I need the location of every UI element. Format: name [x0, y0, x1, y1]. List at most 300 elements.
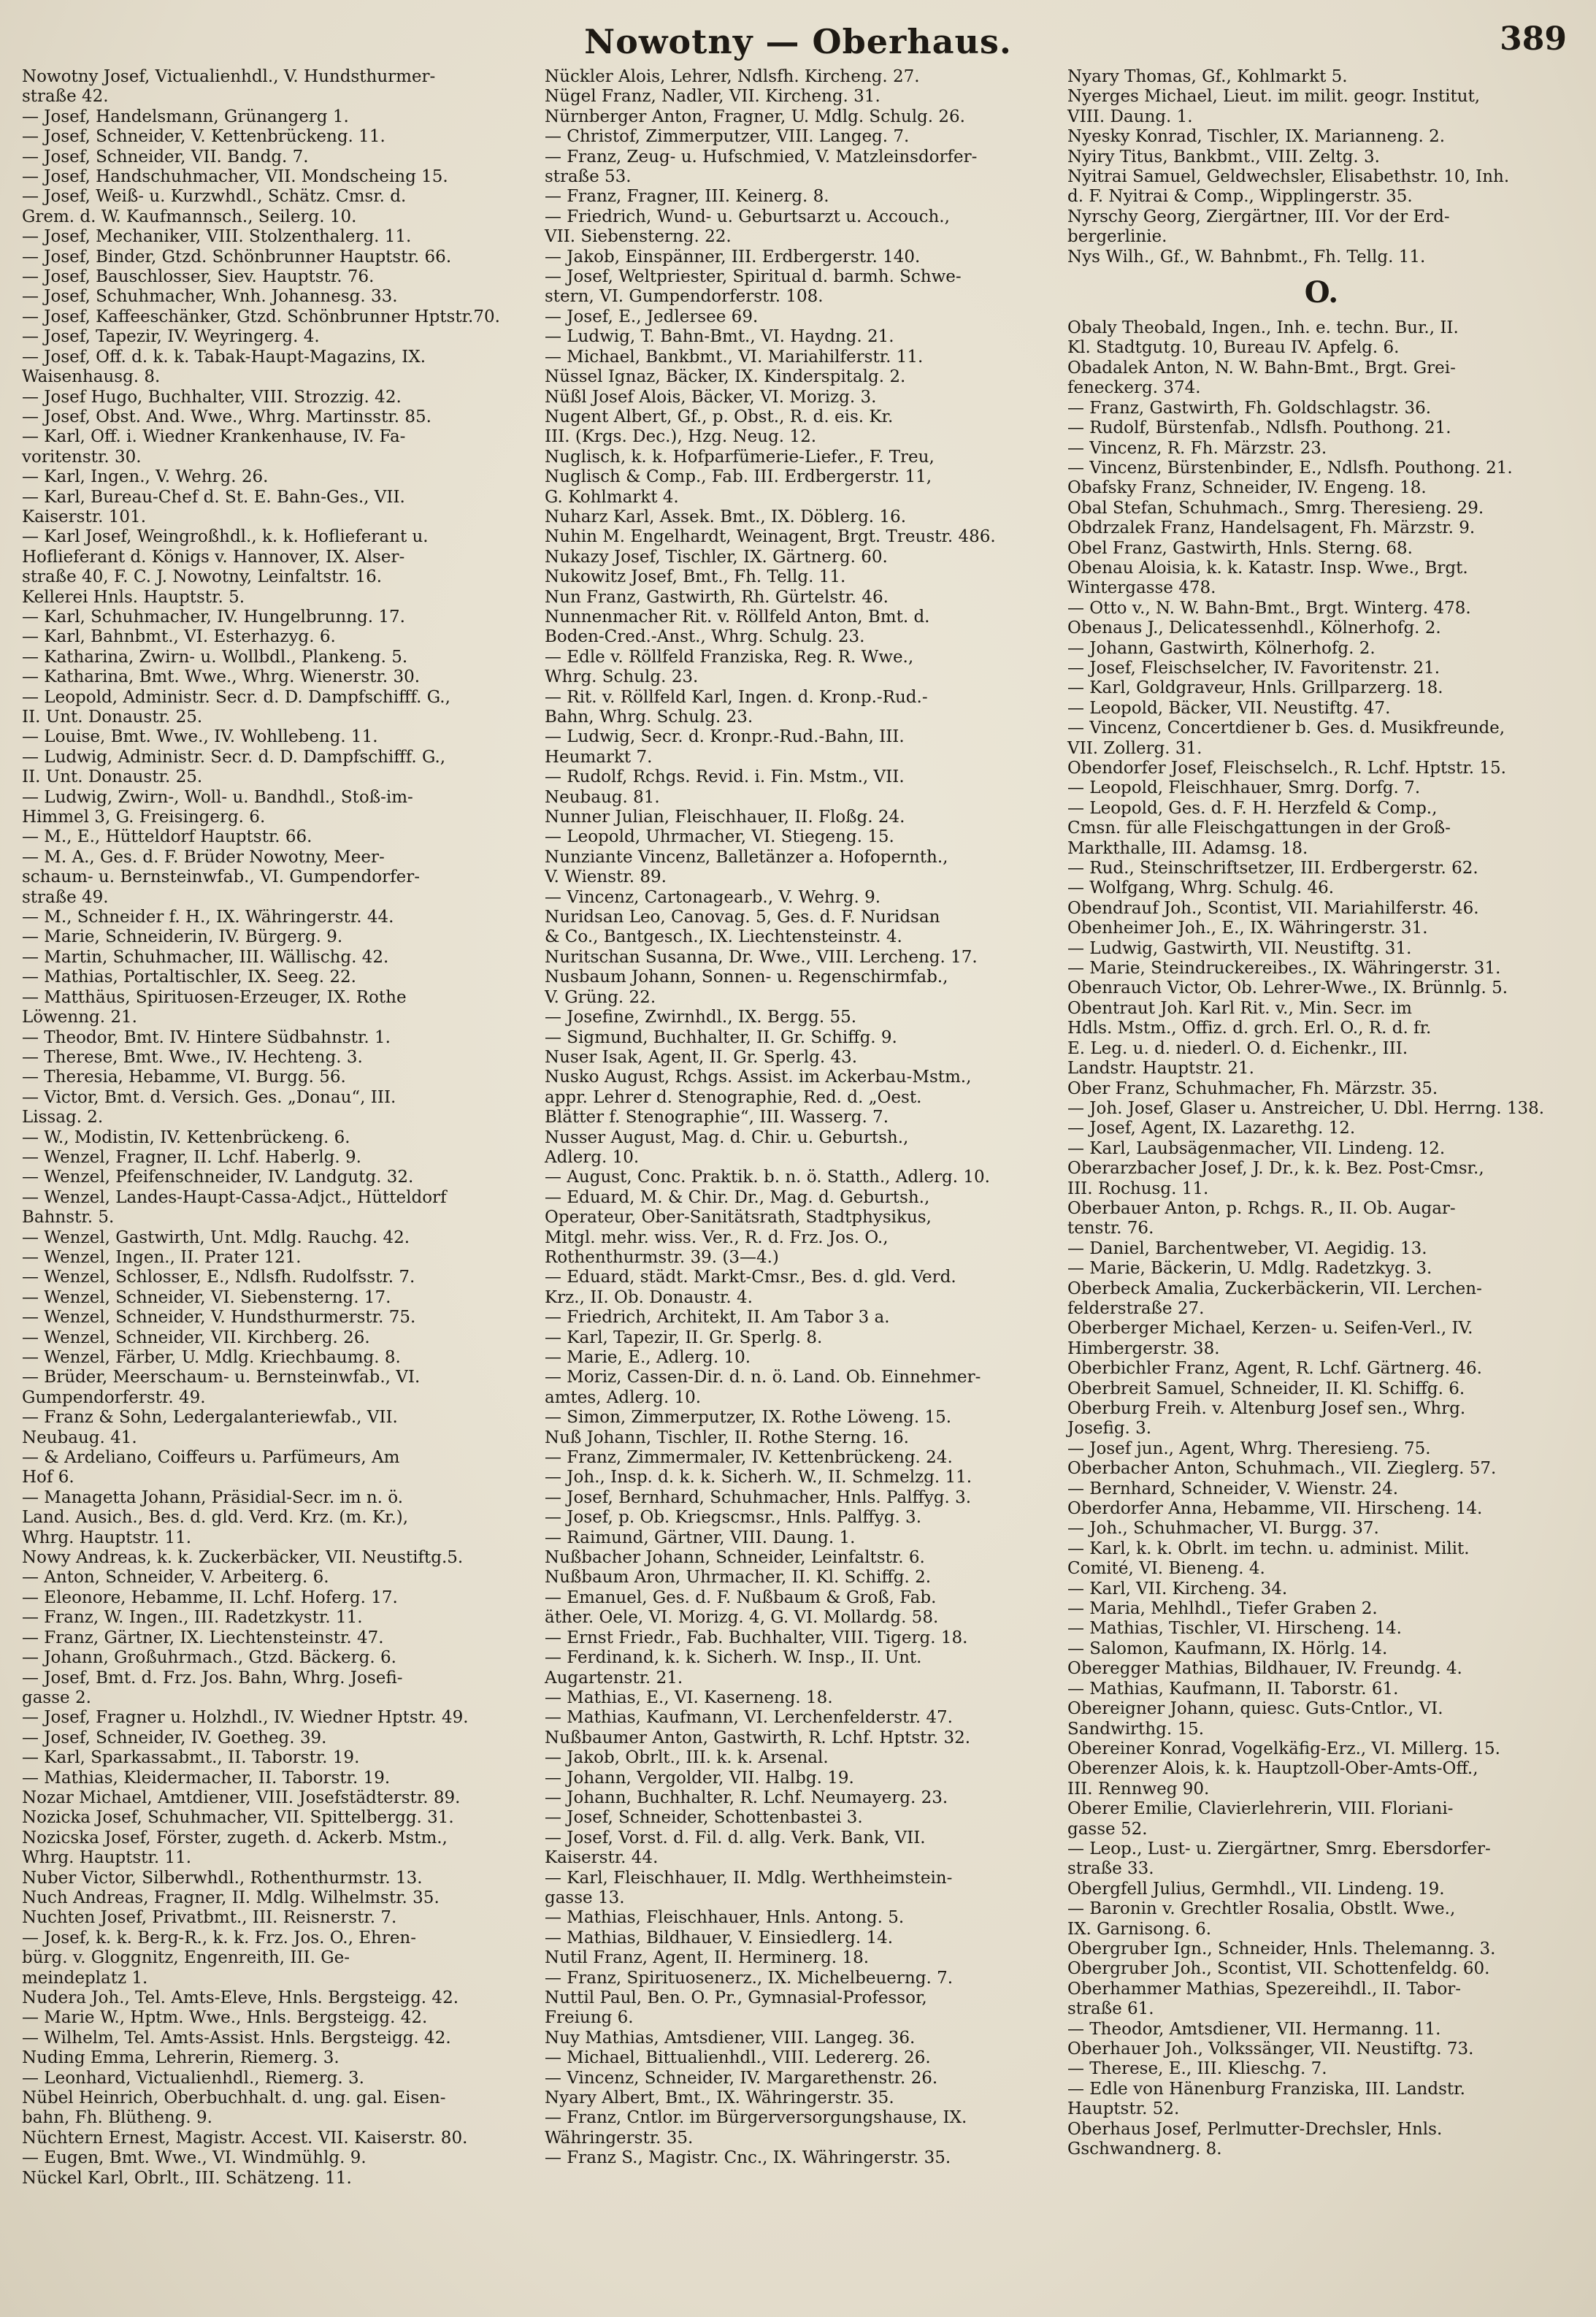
directory-line: Nuy Mathias, Amtsdiener, VIII. Langeg. 36.	[545, 2028, 916, 2048]
directory-line: — Josef, Fragner u. Holzhdl., IV. Wiedner Hptstr. 49.	[22, 1708, 469, 1728]
directory-line: Nugent Albert, Gf., p. Obst., R. d. eis. Kr.	[545, 407, 894, 426]
directory-line: Nunner Julian, Fleischhauer, II. Floßg. 24.	[545, 808, 905, 827]
directory-line: Nusser August, Mag. d. Chir. u. Geburtsh.,	[545, 1127, 909, 1147]
directory-line: Adlerg. 10.	[545, 1147, 640, 1167]
directory-line: — Franz, Gärtner, IX. Liechtensteinstr. 47.	[22, 1628, 384, 1647]
directory-line: Nückler Alois, Lehrer, Ndlsfh. Kircheng. 27.	[545, 67, 920, 86]
directory-line: — Franz, W. Ingen., III. Radetzkystr. 11.	[22, 1608, 363, 1628]
directory-line: Oberhaus Josef, Perlmutter-Drechsler, Hnls.	[1067, 2119, 1443, 2139]
directory-line: — Edle von Hänenburg Franziska, III. Landstr.	[1067, 2079, 1465, 2099]
directory-line: — Wenzel, Schlosser, E., Ndlsfh. Rudolfsstr. 7.	[22, 1268, 415, 1287]
directory-line: Nuhin M. Engelhardt, Weinagent, Brgt. Treustr. 486.	[545, 527, 996, 547]
directory-line: — Vincenz, R. Fh. Märzstr. 23.	[1067, 438, 1327, 458]
directory-line: — Josef, Bmt. d. Frz. Jos. Bahn, Whrg. Josefi-	[22, 1668, 403, 1688]
directory-line: Nuber Victor, Silberwhdl., Rothenthurmstr. 13.	[22, 1868, 423, 1888]
columns-container	[16, 67, 1578, 2302]
directory-line: — Ludwig, T. Bahn-Bmt., VI. Haydng. 21.	[545, 327, 894, 347]
directory-line: — Johann, Gastwirth, Kölnerhofg. 2.	[1067, 638, 1376, 658]
directory-line: IX. Garnisong. 6.	[1067, 1919, 1212, 1939]
directory-line: — Josef, Schneider, IV. Goetheg. 39.	[22, 1728, 327, 1747]
directory-line: Boden-Cred.-Anst., Whrg. Schulg. 23.	[545, 627, 865, 647]
directory-line: — Theodor, Amtsdiener, VII. Hermanng. 11.	[1067, 2019, 1441, 2039]
directory-line: — Theodor, Bmt. IV. Hintere Südbahnstr. 1.	[22, 1027, 391, 1047]
column-middle	[539, 67, 1056, 2302]
directory-line: — Vincenz, Cartonagearb., V. Wehrg. 9.	[545, 887, 881, 907]
directory-line: — Josef, Kaffeeschänker, Gtzd. Schönbrunner Hptstr.70.	[22, 307, 500, 326]
directory-line: Nußbacher Johann, Schneider, Leinfaltstr. 6.	[545, 1548, 925, 1568]
directory-line: Nyitrai Samuel, Geldwechsler, Elisabethstr. 10, Inh.	[1067, 167, 1510, 187]
directory-line: — Mathias, Kaufmann, VI. Lerchenfelderstr. 47.	[545, 1708, 953, 1728]
directory-line: — Josef, Tapezir, IV. Weyringerg. 4.	[22, 327, 320, 347]
directory-line: Nys Wilh., Gf., W. Bahnbmt., Fh. Tellg. 11.	[1067, 247, 1426, 267]
directory-line: — Karl, Bahnbmt., VI. Esterhazyg. 6.	[22, 627, 336, 647]
directory-line: Obel Franz, Gastwirth, Hnls. Sterng. 68.	[1067, 538, 1413, 558]
directory-line: Nußbaum Aron, Uhrmacher, II. Kl. Schiffg. 2.	[545, 1568, 932, 1588]
directory-line: gasse 52.	[1067, 1819, 1148, 1839]
directory-line: — Karl, Schuhmacher, IV. Hungelbrunng. 17.	[22, 607, 405, 627]
directory-line: Nuttil Paul, Ben. O. Pr., Gymnasial-Professor,	[545, 1988, 927, 2007]
directory-line: — Franz, Spirituosenerz., IX. Michelbeuerng. 7.	[545, 1968, 954, 1988]
directory-line: — Josef, Off. d. k. k. Tabak-Haupt-Magazins, IX.	[22, 347, 426, 367]
directory-line: II. Unt. Donaustr. 25.	[22, 767, 203, 787]
directory-line: meindeplatz 1.	[22, 1968, 148, 1988]
directory-line: — Baronin v. Grechtler Rosalia, Obstlt. Wwe.,	[1067, 1899, 1456, 1919]
column-left	[16, 67, 533, 2302]
directory-line: Nuglisch, k. k. Hofparfümerie-Liefer., F. Treu,	[545, 447, 935, 467]
directory-line: — Leopold, Uhrmacher, VI. Stiegeng. 15.	[545, 827, 894, 847]
directory-line: — Ernst Friedr., Fab. Buchhalter, VIII. Tigerg. 18.	[545, 1628, 968, 1647]
directory-line: II. Unt. Donaustr. 25.	[22, 708, 203, 727]
directory-line: Krz., II. Ob. Donaustr. 4.	[545, 1287, 753, 1307]
directory-line: — Leopold, Administr. Secr. d. D. Dampfschifff. G.,	[22, 687, 450, 707]
directory-line: — Edle v. Röllfeld Franziska, Reg. R. Wwe.,	[545, 647, 914, 667]
directory-line: — Sigmund, Buchhalter, II. Gr. Schiffg. 9.	[545, 1027, 897, 1047]
directory-line: — Leopold, Ges. d. F. H. Herzfeld & Comp.,	[1067, 798, 1438, 818]
directory-line: Nuser Isak, Agent, II. Gr. Sperlg. 43.	[545, 1047, 858, 1067]
directory-line: Josefig. 3.	[1067, 1419, 1152, 1439]
directory-line: — Josefine, Zwirnhdl., IX. Bergg. 55.	[545, 1008, 857, 1027]
directory-line: — Mathias, Fleischhauer, Hnls. Antong. 5.	[545, 1908, 905, 1928]
directory-line: Oberburg Freih. v. Altenburg Josef sen., Whrg.	[1067, 1399, 1466, 1418]
directory-line: bürg. v. Gloggnitz, Engenreith, III. Ge-	[22, 1948, 350, 1968]
directory-line: Nürnberger Anton, Fragner, U. Mdlg. Schulg. 26.	[545, 107, 965, 126]
directory-line: — Eugen, Bmt. Wwe., VI. Windmühlg. 9.	[22, 2148, 367, 2168]
directory-line: Nuch Andreas, Fragner, II. Mdlg. Wilhelmstr. 35.	[22, 1888, 440, 1907]
directory-line: — Maria, Mehlhdl., Tiefer Graben 2.	[1067, 1599, 1378, 1619]
directory-line: Obergfell Julius, Germhdl., VII. Lindeng. 19.	[1067, 1879, 1445, 1899]
directory-line: Nowy Andreas, k. k. Zuckerbäcker, VII. Neustiftg.5.	[22, 1548, 464, 1568]
directory-line: Ober Franz, Schuhmacher, Fh. Märzstr. 35.	[1067, 1079, 1438, 1098]
directory-line: Blätter f. Stenographie“, III. Wasserg. 7.	[545, 1108, 889, 1127]
directory-line: schaum- u. Bernsteinwfab., VI. Gumpendorfer-	[22, 868, 420, 887]
directory-line: — Josef, Bauschlosser, Siev. Hauptstr. 76.	[22, 267, 375, 287]
directory-line: — Vincenz, Schneider, IV. Margarethenstr. 26.	[545, 2068, 938, 2088]
directory-line: Nückel Karl, Obrlt., III. Schätzeng. 11.	[22, 2168, 352, 2188]
directory-line: — Mathias, Bildhauer, V. Einsiedlerg. 14.	[545, 1928, 894, 1948]
directory-line: Obentraut Joh. Karl Rit. v., Min. Secr. im	[1067, 998, 1412, 1018]
directory-line: Nuritschan Susanna, Dr. Wwe., VIII. Lercheng. 17.	[545, 947, 978, 967]
directory-line: Markthalle, III. Adamsg. 18.	[1067, 838, 1308, 858]
directory-line: gasse 2.	[22, 1688, 91, 1707]
directory-line: Nudera Joh., Tel. Amts-Eleve, Hnls. Bergsteigg. 42.	[22, 1988, 459, 2007]
directory-line: Währingerstr. 35.	[545, 2128, 694, 2148]
directory-line: Himbergerstr. 38.	[1067, 1339, 1220, 1358]
directory-line: Nuchten Josef, Privatbmt., III. Reisnerstr. 7.	[22, 1908, 397, 1928]
directory-line: Obergruber Joh., Scontist, VII. Schottenfeldg. 60.	[1067, 1959, 1490, 1979]
directory-line: Obergruber Ign., Schneider, Hnls. Thelemanng. 3.	[1067, 1939, 1496, 1958]
directory-line: — Franz, Gastwirth, Fh. Goldschlagstr. 36.	[1067, 398, 1432, 418]
directory-line: — Josef, Binder, Gtzd. Schönbrunner Hauptstr. 66.	[22, 247, 452, 267]
directory-line: — Eleonore, Hebamme, II. Lchf. Hoferg. 17.	[22, 1588, 398, 1607]
directory-line: VII. Siebensterng. 22.	[545, 227, 732, 247]
directory-line: — Wilhelm, Tel. Amts-Assist. Hnls. Bergsteigg. 42.	[22, 2028, 451, 2048]
directory-line: — August, Conc. Praktik. b. n. ö. Statth., Adlerg. 10.	[545, 1168, 990, 1187]
directory-line: straße 49.	[22, 887, 109, 907]
directory-line: — Eduard, städt. Markt-Cmsr., Bes. d. gld. Verd.	[545, 1268, 956, 1287]
directory-line: — Karl, Bureau-Chef d. St. E. Bahn-Ges., VII.	[22, 487, 405, 507]
directory-line: Obafsky Franz, Schneider, IV. Engeng. 18.	[1067, 478, 1427, 498]
directory-line: Waisenhausg. 8.	[22, 367, 161, 387]
directory-line: d. F. Nyitrai & Comp., Wipplingerstr. 35.	[1067, 187, 1413, 207]
directory-line: — Friedrich, Wund- u. Geburtsarzt u. Accouch.,	[545, 207, 950, 226]
directory-line: — Michael, Bittualienhdl., VIII. Ledererg. 26.	[545, 2048, 931, 2068]
directory-line: — Vincenz, Concertdiener b. Ges. d. Musikfreunde,	[1067, 719, 1505, 738]
directory-line: Mitgl. mehr. wiss. Ver., R. d. Frz. Jos. O.,	[545, 1228, 889, 1247]
directory-line: Nübel Heinrich, Oberbuchhalt. d. ung. gal. Eisen-	[22, 2088, 446, 2108]
directory-line: Hoflieferant d. Königs v. Hannover, IX. Alser-	[22, 547, 405, 567]
directory-line: — Mathias, Portaltischler, IX. Seeg. 22.	[22, 968, 356, 987]
directory-line: — Ludwig, Secr. d. Kronpr.-Rud.-Bahn, III.	[545, 727, 905, 747]
directory-line: Oberbauer Anton, p. Rchgs. R., II. Ob. Augar-	[1067, 1198, 1456, 1218]
directory-line: Cmsn. für alle Fleischgattungen in der Groß-	[1067, 819, 1451, 838]
directory-line: — Martin, Schuhmacher, III. Wällischg. 42.	[22, 947, 389, 967]
directory-line: — Franz, Cntlor. im Bürgerversorgungshause, IX.	[545, 2108, 967, 2128]
directory-line: — Wenzel, Landes-Haupt-Cassa-Adjct., Hütteldorf	[22, 1187, 447, 1207]
directory-line: Kaiserstr. 101.	[22, 507, 147, 526]
directory-line: — Wenzel, Schneider, VI. Siebensterng. 17.	[22, 1287, 391, 1307]
directory-line: — Louise, Bmt. Wwe., IV. Wohllebeng. 11.	[22, 727, 378, 747]
directory-line: — Michael, Bankbmt., VI. Mariahilferstr. 11.	[545, 347, 924, 367]
directory-line: — Rudolf, Rchgs. Revid. i. Fin. Mstm., VII.	[545, 767, 905, 787]
directory-line: felderstraße 27.	[1067, 1298, 1205, 1318]
directory-line: Nyrschy Georg, Ziergärtner, III. Vor der Erd-	[1067, 207, 1450, 226]
directory-line: & Co., Bantgesch., IX. Liechtensteinstr. 4.	[545, 927, 902, 947]
directory-line: — Emanuel, Ges. d. F. Nußbaum & Groß, Fab.	[545, 1588, 937, 1607]
directory-line: Rothenthurmstr. 39. (3—4.)	[545, 1247, 779, 1267]
directory-line: appr. Lehrer d. Stenographie, Red. d. „Oest.	[545, 1087, 922, 1107]
directory-line: äther. Oele, VI. Morizg. 4, G. VI. Mollardg. 58.	[545, 1608, 939, 1628]
directory-line: — Karl, Fleischhauer, II. Mdlg. Werthheimstein-	[545, 1868, 953, 1888]
directory-line: Obadalek Anton, N. W. Bahn-Bmt., Brgt. Grei-	[1067, 358, 1456, 378]
directory-line: — Josef, Schneider, Schottenbastei 3.	[545, 1808, 863, 1828]
directory-line: — Ludwig, Gastwirth, VII. Neustiftg. 31.	[1067, 938, 1412, 958]
directory-line: — Rudolf, Bürstenfab., Ndlsfh. Pouthong. 21.	[1067, 418, 1451, 438]
directory-line: — Karl, Off. i. Wiedner Krankenhause, IV. Fa-	[22, 427, 406, 447]
directory-line: Neubaug. 41.	[22, 1428, 137, 1447]
directory-line: Oberdorfer Anna, Hebamme, VII. Hirscheng. 14.	[1067, 1499, 1483, 1519]
directory-line: — Josef, Vorst. d. Fil. d. allg. Verk. Bank, VII.	[545, 1828, 926, 1847]
directory-line: Comité, VI. Bieneng. 4.	[1067, 1559, 1265, 1579]
directory-line: — Josef, Obst. And. Wwe., Whrg. Martinsstr. 85.	[22, 407, 431, 426]
directory-line: straße 42.	[22, 87, 109, 107]
directory-line: — Otto v., N. W. Bahn-Bmt., Brgt. Winterg. 478.	[1067, 598, 1471, 618]
section-letter-heading: O.	[1304, 275, 1339, 310]
directory-line: Nukowitz Josef, Bmt., Fh. Tellg. 11.	[545, 567, 846, 587]
directory-line: Obenrauch Victor, Ob. Lehrer-Wwe., IX. Brünnlg. 5.	[1067, 978, 1508, 998]
directory-line: Nyary Albert, Bmt., IX. Währingerstr. 35.	[545, 2088, 894, 2108]
directory-line: — Wenzel, Schneider, VII. Kirchberg. 26.	[22, 1328, 370, 1347]
directory-line: Nuharz Karl, Assek. Bmt., IX. Döblerg. 16.	[545, 507, 907, 526]
directory-line: — Franz & Sohn, Ledergalanteriewfab., VII.	[22, 1408, 398, 1428]
directory-line: — Josef, Schuhmacher, Wnh. Johannesg. 33.	[22, 287, 398, 307]
directory-line: Löwenng. 21.	[22, 1008, 137, 1027]
directory-line: V. Grüng. 22.	[545, 987, 656, 1007]
directory-line: — Karl, Laubsägenmacher, VII. Lindeng. 12.	[1067, 1138, 1446, 1158]
directory-line: Himmel 3, G. Freisingerg. 6.	[22, 808, 266, 827]
directory-line: Hof 6.	[22, 1468, 74, 1487]
directory-line: VIII. Daung. 1.	[1067, 107, 1193, 126]
directory-line: III. Rennweg 90.	[1067, 1779, 1210, 1799]
directory-line: Oberbichler Franz, Agent, R. Lchf. Gärtnerg. 46.	[1067, 1359, 1482, 1379]
directory-line: Obereigner Johann, quiesc. Guts-Cntlor., VI.	[1067, 1699, 1443, 1719]
directory-line: VII. Zollerg. 31.	[1067, 738, 1202, 758]
directory-line: Oberbreit Samuel, Schneider, II. Kl. Schiffg. 6.	[1067, 1379, 1465, 1398]
directory-line: Obdrzalek Franz, Handelsagent, Fh. Märzstr. 9.	[1067, 518, 1476, 538]
directory-line: — Karl, Tapezir, II. Gr. Sperlg. 8.	[545, 1328, 823, 1347]
directory-line: Heumarkt 7.	[545, 747, 653, 767]
directory-line: — Rit. v. Röllfeld Karl, Ingen. d. Kronp.-Rud.-	[545, 687, 928, 707]
directory-line: voritenstr. 30.	[22, 447, 142, 467]
directory-line: — Raimund, Gärtner, VIII. Daung. 1.	[545, 1528, 856, 1547]
page-number: 389	[1500, 20, 1567, 58]
directory-line: Obenheimer Joh., E., IX. Währingerstr. 31.	[1067, 919, 1428, 938]
directory-line: — Katharina, Zwirn- u. Wollbdl., Plankeng. 5.	[22, 647, 408, 667]
directory-line: Hdls. Mstm., Offiz. d. grch. Erl. O., R. d. fr.	[1067, 1019, 1432, 1038]
directory-line: Nußbaumer Anton, Gastwirth, R. Lchf. Hptstr. 32.	[545, 1728, 971, 1747]
directory-line: Obal Stefan, Schuhmach., Smrg. Theresieng. 29.	[1067, 498, 1484, 518]
directory-line: — Therese, Bmt. Wwe., IV. Hechteng. 3.	[22, 1047, 363, 1067]
directory-line: — Moriz, Cassen-Dir. d. n. ö. Land. Ob. Einnehmer-	[545, 1368, 981, 1387]
directory-line: Oberbeck Amalia, Zuckerbäckerin, VII. Lerchen-	[1067, 1279, 1482, 1298]
directory-line: bergerlinie.	[1067, 227, 1167, 247]
directory-line: — Josef, Schneider, V. Kettenbrückeng. 11.	[22, 127, 385, 147]
directory-line: Nuglisch & Comp., Fab. III. Erdbergerstr. 11,	[545, 467, 932, 487]
directory-line: Land. Ausich., Bes. d. gld. Verd. Krz. (m. Kr.),	[22, 1508, 409, 1528]
directory-line: — Mathias, Kaufmann, II. Taborstr. 61.	[1067, 1679, 1399, 1699]
directory-line: — Joh., Schuhmacher, VI. Burgg. 37.	[1067, 1519, 1379, 1539]
directory-line: Obereiner Konrad, Vogelkäfig-Erz., VI. Millerg. 15.	[1067, 1739, 1500, 1758]
directory-line: Nunziante Vincenz, Balletänzer a. Hofopernth.,	[545, 847, 948, 867]
directory-line: — Josef, Weiß- u. Kurzwhdl., Schätz. Cmsr. d.	[22, 187, 407, 207]
directory-line: Nusko August, Rchgs. Assist. im Ackerbau-Mstm.,	[545, 1068, 972, 1087]
directory-line: — Leopold, Bäcker, VII. Neustiftg. 47.	[1067, 698, 1391, 718]
directory-line: Obenau Aloisia, k. k. Katastr. Insp. Wwe., Brgt.	[1067, 558, 1468, 578]
directory-line: — & Ardeliano, Coiffeurs u. Parfümeurs, Am	[22, 1448, 400, 1468]
directory-line: — Wenzel, Pfeifenschneider, IV. Landgutg. 32.	[22, 1168, 414, 1187]
directory-line: — Mathias, E., VI. Kaserneng. 18.	[545, 1688, 833, 1707]
running-title: Nowotny — Oberhaus.	[584, 22, 1012, 61]
directory-line: Obendorfer Josef, Fleischselch., R. Lchf. Hptstr. 15.	[1067, 759, 1506, 778]
directory-line: — Josef, E., Jedlersee 69.	[545, 307, 759, 326]
directory-line: Oberhammer Mathias, Spezereihdl., II. Tabor-	[1067, 1979, 1462, 1999]
directory-line: Nyesky Konrad, Tischler, IX. Marianneng. 2.	[1067, 127, 1446, 147]
directory-line: — Christof, Zimmerputzer, VIII. Langeg. 7.	[545, 127, 910, 147]
directory-line: Gumpendorferstr. 49.	[22, 1387, 206, 1407]
directory-line: Nyiry Titus, Bankbmt., VIII. Zeltg. 3.	[1067, 147, 1380, 166]
directory-line: — Marie, E., Adlerg. 10.	[545, 1348, 751, 1367]
directory-line: Bahnstr. 5.	[22, 1208, 115, 1228]
directory-line: — Bernhard, Schneider, V. Wienstr. 24.	[1067, 1479, 1399, 1498]
directory-line: — Josef, Agent, IX. Lazarethg. 12.	[1067, 1119, 1356, 1138]
directory-line: — Franz, Fragner, III. Keinerg. 8.	[545, 187, 829, 207]
directory-line: straße 61.	[1067, 1999, 1154, 2019]
directory-line: Oberarzbacher Josef, J. Dr., k. k. Bez. Post-Cmsr.,	[1067, 1159, 1484, 1179]
directory-line: — M. A., Ges. d. F. Brüder Nowotny, Meer-	[22, 847, 385, 867]
directory-line: Nun Franz, Gastwirth, Rh. Gürtelstr. 46.	[545, 587, 889, 607]
directory-line: tenstr. 76.	[1067, 1219, 1154, 1238]
directory-line: Whrg. Hauptstr. 11.	[22, 1848, 192, 1868]
directory-line: Whrg. Hauptstr. 11.	[22, 1528, 192, 1547]
directory-line: — Franz S., Magistr. Cnc., IX. Währingerstr. 35.	[545, 2148, 951, 2168]
directory-line: straße 53.	[545, 167, 632, 187]
directory-line: — Simon, Zimmerputzer, IX. Rothe Löweng. 15.	[545, 1408, 952, 1428]
directory-line: — Anton, Schneider, V. Arbeiterg. 6.	[22, 1568, 329, 1588]
directory-line: — Josef, Fleischselcher, IV. Favoritenstr. 21.	[1067, 658, 1440, 678]
directory-line: III. Rochusg. 11.	[1067, 1179, 1209, 1198]
directory-line: — Franz, Zeug- u. Hufschmied, V. Matzleinsdorfer-	[545, 147, 978, 166]
directory-line: Oberbacher Anton, Schuhmach., VII. Zieglerg. 57.	[1067, 1459, 1497, 1479]
directory-line: Augartenstr. 21.	[545, 1668, 683, 1688]
directory-line: — Daniel, Barchentweber, VI. Aegidig. 13.	[1067, 1238, 1427, 1258]
directory-line: — Josef, Mechaniker, VIII. Stolzenthalerg. 11.	[22, 227, 412, 247]
directory-line: straße 33.	[1067, 1859, 1154, 1879]
directory-line: Grem. d. W. Kaufmannsch., Seilerg. 10.	[22, 207, 357, 226]
directory-line: — Marie, Bäckerin, U. Mdlg. Radetzkyg. 3.	[1067, 1259, 1432, 1279]
directory-line: — Mathias, Kleidermacher, II. Taborstr. 19.	[22, 1768, 391, 1788]
directory-line: — Mathias, Tischler, VI. Hirscheng. 14.	[1067, 1619, 1402, 1639]
directory-line: — Karl, Goldgraveur, Hnls. Grillparzerg. 18.	[1067, 678, 1443, 698]
directory-line: — Josef Hugo, Buchhalter, VIII. Strozzig. 42.	[22, 387, 402, 407]
directory-line: gasse 13.	[545, 1888, 625, 1907]
directory-line: — Wenzel, Gastwirth, Unt. Mdlg. Rauchg. 42.	[22, 1228, 410, 1247]
directory-line: — Wenzel, Ingen., II. Prater 121.	[22, 1247, 302, 1267]
directory-line: — Wenzel, Schneider, V. Hundsthurmerstr. 75.	[22, 1308, 416, 1328]
directory-line: Hauptstr. 52.	[1067, 2099, 1180, 2119]
directory-line: — Wenzel, Färber, U. Mdlg. Kriechbaumg. 8.	[22, 1348, 401, 1367]
directory-line: — Marie W., Hptm. Wwe., Hnls. Bergsteigg. 42.	[22, 2008, 428, 2028]
directory-line: Oberegger Mathias, Bildhauer, IV. Freundg. 4.	[1067, 1659, 1462, 1679]
directory-line: — Karl, VII. Kircheng. 34.	[1067, 1579, 1288, 1598]
directory-line: — Ferdinand, k. k. Sicherh. W. Insp., II. Unt.	[545, 1648, 922, 1668]
directory-line: — Franz, Zimmermaler, IV. Kettenbrückeng. 24.	[545, 1448, 953, 1468]
directory-line: — Josef, k. k. Berg-R., k. k. Frz. Jos. O., Ehren-	[22, 1928, 417, 1948]
directory-line: Nyerges Michael, Lieut. im milit. geogr. Institut,	[1067, 87, 1481, 107]
directory-line: Operateur, Ober-Sanitätsrath, Stadtphysikus,	[545, 1208, 932, 1228]
directory-line: — Josef, Handelsmann, Grünangerg 1.	[22, 107, 349, 126]
directory-line: stern, VI. Gumpendorferstr. 108.	[545, 287, 824, 307]
directory-line: — Katharina, Bmt. Wwe., Whrg. Wienerstr. 30.	[22, 667, 421, 687]
directory-line: — Wolfgang, Whrg. Schulg. 46.	[1067, 878, 1335, 898]
directory-line: Obendrauf Joh., Scontist, VII. Mariahilferstr. 46.	[1067, 898, 1479, 918]
directory-line: Nukazy Josef, Tischler, IX. Gärtnerg. 60.	[545, 547, 888, 567]
directory-line: — Matthäus, Spirituosen-Erzeuger, IX. Rothe	[22, 987, 407, 1007]
directory-line: Nügel Franz, Nadler, VII. Kircheng. 31.	[545, 87, 881, 107]
directory-line: — Josef jun., Agent, Whrg. Theresieng. 75.	[1067, 1439, 1431, 1458]
directory-line: Kaiserstr. 44.	[545, 1848, 659, 1868]
directory-line: Kl. Stadtgutg. 10, Bureau IV. Apfelg. 6.	[1067, 338, 1400, 358]
directory-line: Oberberger Michael, Kerzen- u. Seifen-Verl., IV.	[1067, 1319, 1473, 1339]
directory-line: Nusbaum Johann, Sonnen- u. Regenschirmfab.,	[545, 968, 948, 987]
directory-line: Oberenzer Alois, k. k. Hauptzoll-Ober-Amts-Off.,	[1067, 1759, 1478, 1779]
directory-line: Gschwandnerg. 8.	[1067, 2140, 1222, 2159]
directory-line: Nüssel Ignaz, Bäcker, IX. Kinderspitalg. 2.	[545, 367, 906, 387]
directory-line: — Joh., Insp. d. k. k. Sicherh. W., II. Schmelzg. 11.	[545, 1468, 972, 1487]
directory-line: bahn, Fh. Blütheng. 9.	[22, 2108, 212, 2128]
directory-line: Nuridsan Leo, Canovag. 5, Ges. d. F. Nuridsan	[545, 908, 940, 927]
directory-line: Oberhauer Joh., Volkssänger, VII. Neustiftg. 73.	[1067, 2040, 1474, 2059]
directory-line: Wintergasse 478.	[1067, 578, 1216, 598]
directory-line: feneckerg. 374.	[1067, 378, 1201, 398]
directory-line: G. Kohlmarkt 4.	[545, 487, 679, 507]
directory-line: Nowotny Josef, Victualienhdl., V. Hundsthurmer-	[22, 67, 436, 86]
directory-line: — Leop., Lust- u. Ziergärtner, Smrg. Ebersdorfer-	[1067, 1839, 1491, 1858]
directory-line: straße 40, F. C. J. Nowotny, Leinfaltstr. 16.	[22, 567, 383, 587]
directory-line: — Vincenz, Bürstenbinder, E., Ndlsfh. Pouthong. 21.	[1067, 458, 1513, 478]
directory-line: — Eduard, M. & Chir. Dr., Mag. d. Geburtsh.,	[545, 1187, 930, 1207]
directory-line: Whrg. Schulg. 23.	[545, 667, 699, 687]
directory-line: — Johann, Großuhrmach., Gtzd. Bäckerg. 6.	[22, 1648, 396, 1668]
directory-line: Lissag. 2.	[22, 1108, 104, 1127]
directory-line: — Therese, E., III. Klieschg. 7.	[1067, 2059, 1327, 2079]
directory-line: — Marie, Steindruckereibes., IX. Währingerstr. 31.	[1067, 959, 1501, 978]
directory-line: — Jakob, Obrlt., III. k. k. Arsenal.	[545, 1748, 829, 1768]
directory-line: — Wenzel, Fragner, II. Lchf. Haberlg. 9.	[22, 1147, 361, 1167]
directory-line: amtes, Adlerg. 10.	[545, 1387, 702, 1407]
directory-line: — Theresia, Hebamme, VI. Burgg. 56.	[22, 1068, 346, 1087]
directory-line: E. Leg. u. d. niederl. O. d. Eichenkr., III.	[1067, 1038, 1408, 1058]
directory-line: Nozicka Josef, Schuhmacher, VII. Spittelbergg. 31.	[22, 1808, 454, 1828]
directory-line: — W., Modistin, IV. Kettenbrückeng. 6.	[22, 1127, 350, 1147]
directory-line: Nunnenmacher Rit. v. Röllfeld Anton, Bmt. d.	[545, 607, 930, 627]
directory-line: — Joh. Josef, Glaser u. Anstreicher, U. Dbl. Herrng. 138.	[1067, 1098, 1545, 1118]
directory-line: Nyary Thomas, Gf., Kohlmarkt 5.	[1067, 67, 1348, 86]
directory-line: — Karl, k. k. Obrlt. im techn. u. administ. Milit.	[1067, 1539, 1470, 1558]
directory-line: — Victor, Bmt. d. Versich. Ges. „Donau“, III.	[22, 1087, 396, 1107]
directory-line: Nüchtern Ernest, Magistr. Accest. VII. Kaiserstr. 80.	[22, 2128, 468, 2148]
directory-line: — Josef, Weltpriester, Spiritual d. barmh. Schwe-	[545, 267, 962, 287]
directory-line: Obenaus J., Delicatessenhdl., Kölnerhofg. 2.	[1067, 618, 1441, 638]
directory-line: — Karl Josef, Weingroßhdl., k. k. Hoflieferant u.	[22, 527, 429, 547]
directory-line: Nozar Michael, Amtdiener, VIII. Josefstädterstr. 89.	[22, 1788, 461, 1807]
directory-line: — Johann, Vergolder, VII. Halbg. 19.	[545, 1768, 854, 1788]
directory-line: — Karl, Sparkassabmt., II. Taborstr. 19.	[22, 1748, 360, 1768]
directory-line: Nuding Emma, Lehrerin, Riemerg. 3.	[22, 2048, 339, 2068]
directory-line: — Johann, Buchhalter, R. Lchf. Neumayerg. 23.	[545, 1788, 948, 1807]
directory-line: Kellerei Hnls. Hauptstr. 5.	[22, 587, 245, 607]
directory-line: Landstr. Hauptstr. 21.	[1067, 1059, 1254, 1079]
directory-line: Bahn, Whrg. Schulg. 23.	[545, 708, 753, 727]
page-header	[0, 16, 1596, 67]
directory-line: — Salomon, Kaufmann, IX. Hörlg. 14.	[1067, 1639, 1388, 1658]
directory-line: — Josef, Schneider, VII. Bandg. 7.	[22, 147, 309, 166]
directory-line: — Marie, Schneiderin, IV. Bürgerg. 9.	[22, 927, 343, 947]
directory-line: Neubaug. 81.	[545, 787, 660, 807]
directory-line: III. (Krgs. Dec.), Hzg. Neug. 12.	[545, 427, 817, 447]
directory-line: — Josef, Handschuhmacher, VII. Mondscheing 15.	[22, 167, 448, 187]
column-right	[1062, 67, 1578, 2302]
directory-line: — Managetta Johann, Präsidial-Secr. im n. ö.	[22, 1487, 404, 1507]
directory-line: Sandwirthg. 15.	[1067, 1719, 1205, 1739]
